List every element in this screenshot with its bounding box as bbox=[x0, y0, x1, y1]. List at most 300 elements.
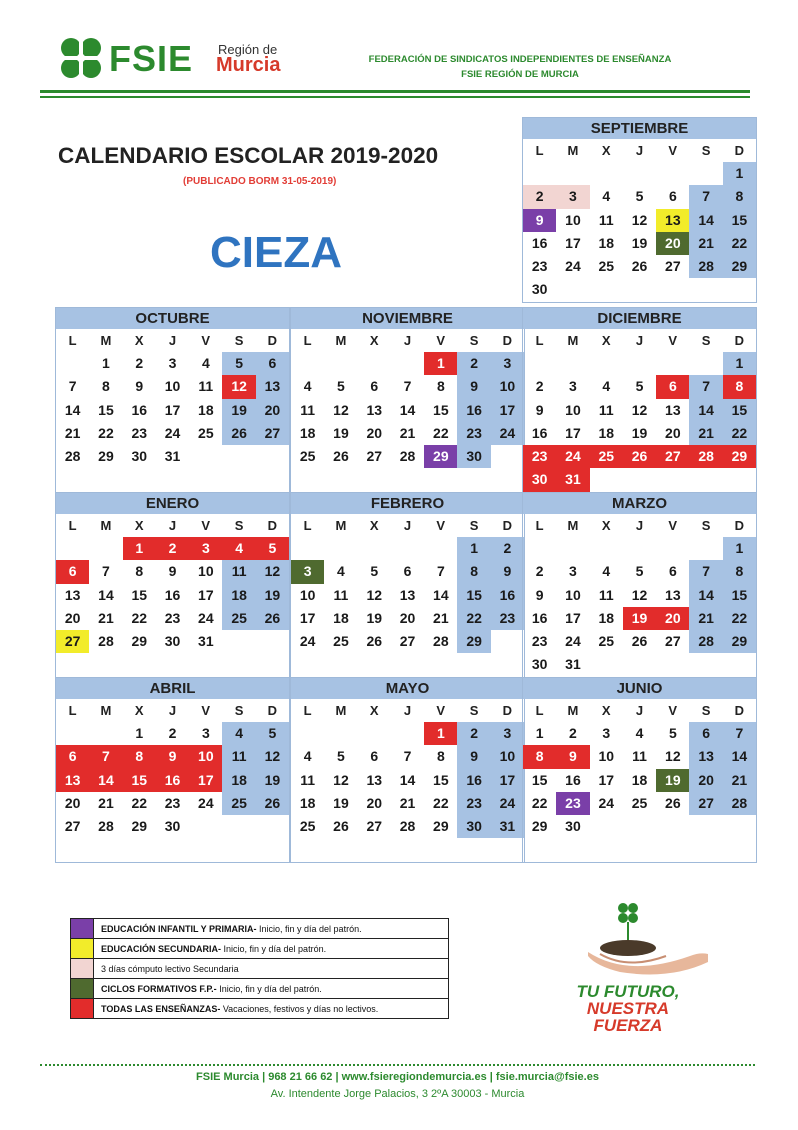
day-cell: 29 bbox=[723, 630, 756, 653]
empty-cell bbox=[689, 278, 722, 301]
day-cell: 28 bbox=[399, 818, 416, 835]
day-cell: 19 bbox=[333, 424, 349, 441]
day-cell: 6 bbox=[256, 352, 289, 375]
weekday-label: M bbox=[100, 703, 112, 718]
day-cell: 9 bbox=[535, 401, 544, 418]
day-cell: 18 bbox=[198, 401, 214, 418]
legend-text: Inicio, fin y día del patrón. bbox=[216, 983, 322, 994]
month-name: NOVIEMBRE bbox=[291, 308, 524, 329]
weekday-label: J bbox=[168, 703, 177, 718]
empty-cell bbox=[590, 653, 623, 676]
day-cell: 9 bbox=[156, 745, 189, 768]
day-cell: 7 bbox=[689, 375, 722, 398]
day-cell: 4 bbox=[602, 188, 611, 205]
day-cell: 27 bbox=[366, 818, 383, 835]
empty-cell bbox=[689, 653, 722, 676]
day-cell: 13 bbox=[665, 401, 681, 418]
weekday-header bbox=[523, 514, 756, 537]
day-cell: 7 bbox=[403, 748, 412, 765]
empty-cell bbox=[56, 722, 89, 745]
empty-cell bbox=[623, 653, 656, 676]
day-cell: 4 bbox=[337, 563, 345, 580]
day-cell: 12 bbox=[256, 745, 289, 768]
city-name: CIEZA bbox=[210, 228, 342, 277]
day-cell: 20 bbox=[399, 609, 416, 626]
day-cell: 5 bbox=[635, 188, 644, 205]
day-cell: 26 bbox=[256, 792, 289, 815]
footer-divider bbox=[40, 1064, 755, 1066]
day-cell: 8 bbox=[135, 563, 144, 580]
day-cell: 21 bbox=[689, 607, 722, 630]
day-cell: 25 bbox=[631, 794, 648, 811]
weekday-label: J bbox=[168, 333, 177, 348]
day-cell: 21 bbox=[64, 424, 81, 441]
day-cell: 19 bbox=[631, 234, 648, 251]
empty-cell bbox=[723, 278, 756, 301]
weekday-label: D bbox=[267, 703, 278, 718]
day-cell: 28 bbox=[98, 633, 114, 650]
day-cell: 6 bbox=[689, 722, 722, 745]
day-cell: 30 bbox=[131, 448, 148, 465]
day-cell: 6 bbox=[403, 563, 412, 580]
weekday-label: S bbox=[469, 703, 479, 718]
day-cell: 24 bbox=[299, 633, 316, 650]
day-cell: 10 bbox=[198, 563, 214, 580]
day-cell: 17 bbox=[598, 771, 615, 788]
day-cell: 1 bbox=[723, 162, 756, 185]
empty-cell bbox=[689, 468, 722, 491]
day-cell: 6 bbox=[56, 745, 89, 768]
empty-cell bbox=[358, 537, 391, 560]
day-cell: 9 bbox=[523, 209, 556, 232]
weekday-label: X bbox=[601, 518, 611, 533]
day-cell: 10 bbox=[565, 211, 581, 228]
weekday-label: S bbox=[234, 703, 244, 718]
day-cell: 6 bbox=[370, 378, 379, 395]
day-cell: 26 bbox=[623, 445, 656, 468]
legend-swatch bbox=[71, 979, 94, 998]
empty-cell bbox=[656, 468, 689, 491]
day-cell: 3 bbox=[168, 355, 177, 371]
day-cell: 14 bbox=[89, 769, 122, 792]
weekday-label: X bbox=[134, 333, 144, 348]
empty-cell bbox=[590, 815, 623, 838]
empty-cell bbox=[523, 537, 556, 560]
legend-label: TODAS LAS ENSEÑANZAS- bbox=[101, 1003, 221, 1014]
day-grid bbox=[56, 537, 289, 653]
day-cell: 26 bbox=[366, 633, 383, 650]
month-september bbox=[522, 117, 757, 303]
empty-cell bbox=[590, 537, 623, 560]
day-cell: 26 bbox=[631, 258, 648, 275]
day-cell: 31 bbox=[565, 656, 581, 673]
day-cell: 30 bbox=[565, 818, 581, 835]
day-cell: 22 bbox=[457, 607, 490, 630]
day-cell: 12 bbox=[631, 401, 648, 418]
weekday-label: J bbox=[403, 518, 412, 533]
day-cell: 18 bbox=[598, 234, 615, 251]
weekday-header bbox=[523, 329, 756, 352]
day-cell: 20 bbox=[689, 769, 722, 792]
slogan-line1: TU FUTURO, bbox=[576, 982, 680, 1001]
empty-cell bbox=[222, 815, 255, 838]
month-name: FEBRERO bbox=[291, 493, 524, 514]
day-cell: 23 bbox=[164, 794, 181, 811]
day-cell: 14 bbox=[689, 399, 722, 422]
day-cell: 18 bbox=[299, 424, 316, 441]
footer-address: Av. Intendente Jorge Palacios, 3 2ºA 30003 - Murcia bbox=[270, 1088, 525, 1100]
legend-label: CICLOS FORMATIVOS F.P.- bbox=[101, 983, 217, 994]
day-cell: 11 bbox=[300, 401, 316, 418]
weekday-label: S bbox=[701, 703, 711, 718]
day-cell: 1 bbox=[457, 537, 490, 560]
day-cell: 13 bbox=[689, 745, 722, 768]
day-grid bbox=[523, 722, 756, 838]
empty-cell bbox=[556, 352, 589, 375]
day-cell: 25 bbox=[299, 448, 316, 465]
day-cell: 25 bbox=[198, 424, 214, 441]
day-cell: 2 bbox=[535, 378, 544, 395]
day-cell: 12 bbox=[222, 375, 255, 398]
month-april bbox=[55, 677, 290, 863]
day-cell: 16 bbox=[491, 584, 524, 607]
day-cell: 31 bbox=[198, 633, 214, 650]
empty-cell bbox=[89, 722, 122, 745]
day-cell: 24 bbox=[198, 794, 214, 811]
weekday-label: D bbox=[502, 518, 513, 533]
federation-line1: FEDERACIÓN DE SINDICATOS INDEPENDIENTES DE ENSEÑANZA bbox=[368, 54, 672, 65]
month-june bbox=[522, 677, 757, 863]
clover-icon bbox=[55, 36, 107, 82]
day-cell: 7 bbox=[102, 563, 110, 580]
day-cell: 10 bbox=[164, 378, 181, 395]
day-cell: 17 bbox=[299, 609, 316, 626]
day-cell: 16 bbox=[457, 399, 490, 422]
day-cell: 23 bbox=[457, 792, 490, 815]
weekday-label: J bbox=[635, 333, 644, 348]
weekday-label: M bbox=[567, 143, 579, 158]
day-cell: 23 bbox=[131, 424, 148, 441]
weekday-label: J bbox=[635, 703, 644, 718]
day-cell: 27 bbox=[256, 422, 289, 445]
day-cell: 23 bbox=[457, 422, 490, 445]
day-cell: 29 bbox=[131, 633, 148, 650]
day-cell: 5 bbox=[337, 378, 345, 395]
weekday-label: M bbox=[335, 518, 347, 533]
day-cell: 18 bbox=[598, 424, 615, 441]
day-cell: 13 bbox=[665, 586, 681, 603]
weekday-label: J bbox=[635, 143, 644, 158]
weekday-label: D bbox=[734, 518, 745, 533]
day-cell: 5 bbox=[256, 722, 289, 745]
day-cell: 4 bbox=[602, 563, 611, 580]
empty-cell bbox=[556, 537, 589, 560]
day-cell: 9 bbox=[168, 563, 177, 580]
day-cell: 8 bbox=[723, 375, 756, 398]
empty-cell bbox=[424, 537, 457, 560]
day-cell: 7 bbox=[436, 563, 445, 580]
day-cell: 1 bbox=[424, 352, 457, 375]
day-cell: 24 bbox=[491, 422, 524, 445]
day-grid bbox=[291, 537, 524, 653]
empty-cell bbox=[656, 815, 689, 838]
empty-cell bbox=[324, 722, 357, 745]
empty-cell bbox=[590, 162, 623, 185]
month-february bbox=[290, 492, 525, 678]
day-cell: 23 bbox=[491, 607, 524, 630]
day-cell: 16 bbox=[457, 769, 490, 792]
day-cell: 14 bbox=[399, 401, 416, 418]
empty-cell bbox=[623, 278, 656, 301]
day-cell: 3 bbox=[556, 185, 589, 208]
month-name: MARZO bbox=[523, 493, 756, 514]
day-cell: 14 bbox=[689, 584, 722, 607]
weekday-label: S bbox=[701, 518, 711, 533]
day-cell: 13 bbox=[399, 586, 416, 603]
day-cell: 9 bbox=[491, 560, 524, 583]
day-cell: 3 bbox=[201, 725, 210, 741]
day-cell: 9 bbox=[535, 586, 544, 603]
day-cell: 25 bbox=[222, 792, 255, 815]
day-cell: 25 bbox=[299, 818, 316, 835]
day-cell: 15 bbox=[723, 399, 756, 422]
day-cell: 25 bbox=[598, 633, 615, 650]
day-cell: 3 bbox=[189, 537, 222, 560]
empty-cell bbox=[291, 537, 324, 560]
header-divider-2 bbox=[40, 96, 750, 98]
day-cell: 11 bbox=[632, 748, 647, 765]
month-march bbox=[522, 492, 757, 678]
day-cell: 24 bbox=[565, 258, 581, 275]
day-cell: 19 bbox=[623, 607, 656, 630]
day-cell: 24 bbox=[491, 792, 524, 815]
day-cell: 30 bbox=[531, 656, 548, 673]
empty-cell bbox=[391, 722, 424, 745]
empty-cell bbox=[256, 445, 289, 468]
weekday-label: S bbox=[234, 518, 244, 533]
month-name: MAYO bbox=[291, 678, 524, 699]
weekday-label: J bbox=[168, 518, 177, 533]
day-cell: 27 bbox=[64, 818, 81, 835]
empty-cell bbox=[590, 278, 623, 301]
day-cell: 2 bbox=[457, 352, 490, 375]
empty-cell bbox=[623, 162, 656, 185]
federation-name bbox=[350, 52, 690, 82]
day-cell: 15 bbox=[531, 771, 548, 788]
day-cell: 5 bbox=[256, 537, 289, 560]
day-cell: 8 bbox=[523, 745, 556, 768]
weekday-label: D bbox=[502, 333, 513, 348]
day-cell: 11 bbox=[198, 378, 214, 395]
day-cell: 2 bbox=[535, 563, 544, 580]
day-cell: 5 bbox=[370, 563, 379, 580]
legend-text: Inicio, fin y día del patrón. bbox=[256, 923, 362, 934]
weekday-label: X bbox=[369, 333, 379, 348]
legend-swatch bbox=[71, 999, 94, 1018]
day-cell: 7 bbox=[68, 378, 77, 395]
day-cell: 2 bbox=[168, 725, 177, 741]
day-cell: 5 bbox=[222, 352, 255, 375]
day-cell: 4 bbox=[602, 378, 611, 395]
day-cell: 27 bbox=[665, 258, 681, 275]
month-name: JUNIO bbox=[523, 678, 756, 699]
day-cell: 6 bbox=[656, 375, 689, 398]
empty-cell bbox=[256, 815, 289, 838]
weekday-header bbox=[56, 329, 289, 352]
day-cell: 31 bbox=[164, 448, 181, 465]
day-cell: 27 bbox=[689, 792, 722, 815]
day-cell: 28 bbox=[98, 818, 114, 835]
day-cell: 20 bbox=[665, 424, 681, 441]
month-january bbox=[55, 492, 290, 678]
day-grid bbox=[523, 352, 756, 492]
day-cell: 20 bbox=[366, 794, 383, 811]
day-cell: 9 bbox=[457, 375, 490, 398]
day-cell: 11 bbox=[222, 745, 255, 768]
day-cell: 20 bbox=[366, 424, 383, 441]
weekday-label: V bbox=[201, 333, 211, 348]
day-cell: 16 bbox=[531, 609, 548, 626]
day-cell: 4 bbox=[222, 722, 255, 745]
day-cell: 19 bbox=[656, 769, 689, 792]
weekday-header bbox=[523, 139, 756, 162]
day-cell: 16 bbox=[531, 424, 548, 441]
day-cell: 2 bbox=[457, 722, 490, 745]
month-october bbox=[55, 307, 290, 493]
day-cell: 6 bbox=[668, 563, 677, 580]
day-cell: 26 bbox=[222, 422, 255, 445]
day-cell: 8 bbox=[457, 560, 490, 583]
day-cell: 4 bbox=[201, 355, 210, 371]
day-cell: 30 bbox=[457, 815, 490, 838]
weekday-label: L bbox=[303, 518, 312, 533]
month-name: ENERO bbox=[56, 493, 289, 514]
day-cell: 29 bbox=[457, 630, 490, 653]
month-name: SEPTIEMBRE bbox=[523, 118, 756, 139]
empty-cell bbox=[56, 537, 89, 560]
day-cell: 21 bbox=[689, 232, 722, 255]
day-cell: 3 bbox=[569, 378, 577, 395]
day-cell: 28 bbox=[689, 255, 722, 278]
day-cell: 4 bbox=[635, 725, 644, 741]
day-cell: 15 bbox=[723, 584, 756, 607]
day-cell: 28 bbox=[723, 792, 756, 815]
month-november bbox=[290, 307, 525, 493]
logo-acronym: FSIE bbox=[109, 38, 194, 79]
day-cell: 22 bbox=[131, 609, 148, 626]
day-cell: 8 bbox=[723, 560, 756, 583]
empty-cell bbox=[291, 722, 324, 745]
empty-cell bbox=[56, 352, 89, 375]
day-cell: 12 bbox=[333, 771, 349, 788]
day-cell: 15 bbox=[123, 769, 156, 792]
empty-cell bbox=[556, 162, 589, 185]
weekday-header bbox=[56, 514, 289, 537]
day-cell: 22 bbox=[723, 422, 756, 445]
weekday-label: L bbox=[68, 703, 77, 718]
day-cell: 18 bbox=[299, 794, 316, 811]
day-cell: 6 bbox=[56, 560, 89, 583]
day-cell: 29 bbox=[424, 445, 457, 468]
day-cell: 27 bbox=[366, 448, 383, 465]
day-cell: 8 bbox=[723, 185, 756, 208]
legend-label: EDUCACIÓN SECUNDARIA- bbox=[101, 943, 222, 954]
weekday-label: V bbox=[436, 703, 446, 718]
day-cell: 14 bbox=[64, 401, 81, 418]
day-cell: 9 bbox=[457, 745, 490, 768]
day-cell: 6 bbox=[668, 188, 677, 205]
day-cell: 14 bbox=[723, 745, 756, 768]
day-cell: 22 bbox=[531, 794, 548, 811]
day-cell: 19 bbox=[256, 584, 289, 607]
slogan bbox=[572, 983, 684, 1034]
day-cell: 26 bbox=[333, 818, 349, 835]
day-cell: 25 bbox=[598, 258, 615, 275]
empty-cell bbox=[556, 278, 589, 301]
empty-cell bbox=[523, 352, 556, 375]
day-cell: 13 bbox=[256, 375, 289, 398]
weekday-label: V bbox=[668, 333, 678, 348]
federation-line2: FSIE REGIÓN DE MURCIA bbox=[461, 69, 579, 80]
day-cell: 25 bbox=[222, 607, 255, 630]
day-cell: 14 bbox=[433, 586, 449, 603]
day-cell: 2 bbox=[156, 537, 189, 560]
weekday-label: X bbox=[601, 703, 611, 718]
day-cell: 15 bbox=[723, 209, 756, 232]
day-grid bbox=[291, 722, 524, 838]
day-cell: 12 bbox=[366, 586, 383, 603]
month-december bbox=[522, 307, 757, 493]
day-grid bbox=[523, 537, 756, 677]
day-cell: 7 bbox=[689, 560, 722, 583]
empty-cell bbox=[358, 722, 391, 745]
day-cell: 3 bbox=[491, 722, 524, 745]
day-cell: 25 bbox=[333, 633, 349, 650]
day-cell: 25 bbox=[590, 445, 623, 468]
footer bbox=[40, 1069, 755, 1103]
weekday-header bbox=[291, 699, 524, 722]
legend-label: EDUCACIÓN INFANTIL Y PRIMARIA- bbox=[101, 923, 257, 934]
day-cell: 30 bbox=[531, 281, 548, 298]
day-cell: 19 bbox=[333, 794, 349, 811]
day-cell: 15 bbox=[131, 586, 148, 603]
day-cell: 28 bbox=[689, 445, 722, 468]
day-cell: 8 bbox=[102, 378, 110, 395]
day-cell: 5 bbox=[337, 748, 345, 765]
weekday-label: J bbox=[635, 518, 644, 533]
legend-row bbox=[71, 919, 448, 939]
empty-cell bbox=[391, 352, 424, 375]
legend-text: 3 días cómputo lectivo Secundaria bbox=[101, 963, 239, 974]
weekday-label: L bbox=[68, 333, 77, 348]
day-cell: 16 bbox=[565, 771, 581, 788]
day-cell: 23 bbox=[531, 633, 548, 650]
empty-cell bbox=[256, 630, 289, 653]
day-cell: 17 bbox=[565, 609, 581, 626]
empty-cell bbox=[689, 162, 722, 185]
weekday-label: D bbox=[267, 518, 278, 533]
day-cell: 1 bbox=[723, 537, 756, 560]
day-cell: 20 bbox=[64, 794, 81, 811]
empty-cell bbox=[623, 352, 656, 375]
legend bbox=[70, 918, 449, 1019]
day-cell: 13 bbox=[656, 209, 689, 232]
empty-cell bbox=[623, 468, 656, 491]
day-cell: 24 bbox=[198, 609, 214, 626]
day-cell: 24 bbox=[556, 445, 589, 468]
day-cell: 29 bbox=[531, 818, 548, 835]
day-cell: 7 bbox=[689, 185, 722, 208]
